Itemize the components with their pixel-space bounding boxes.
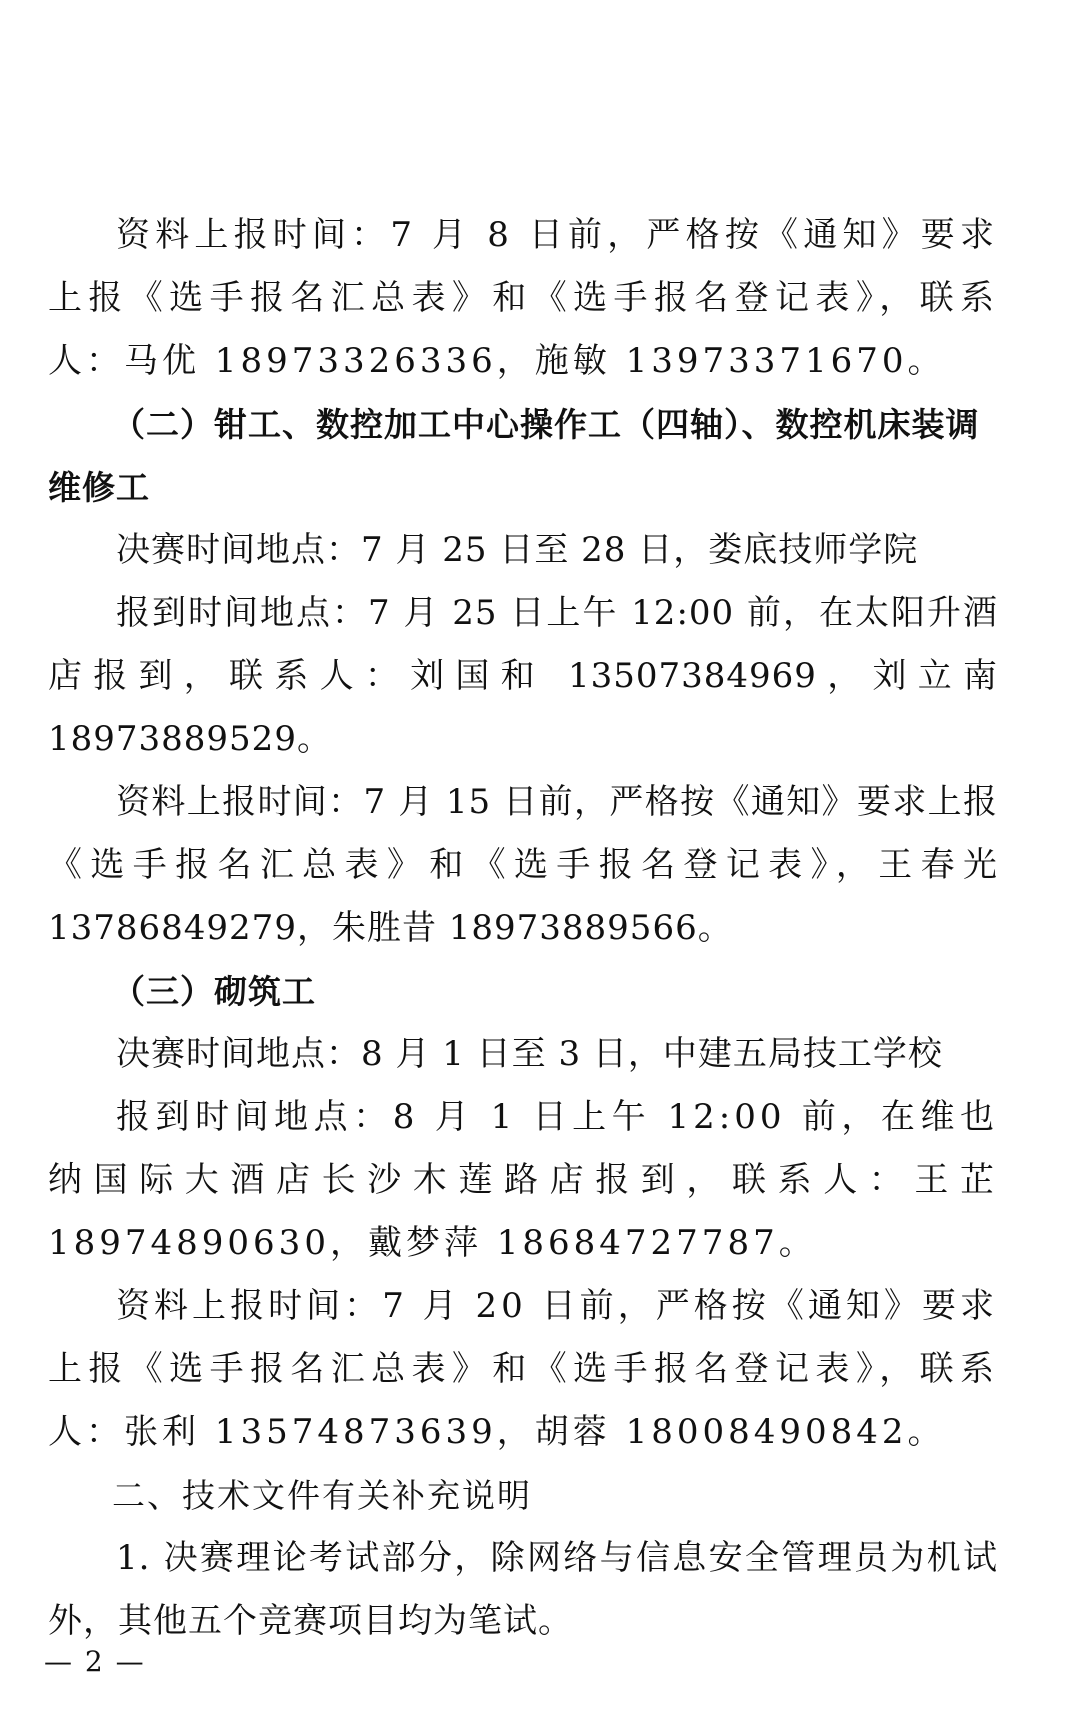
document-body <box>48 204 998 1653</box>
paragraph-data-submission-1: 资料上报时间：7 月 8 日前，严格按《通知》要求上报《选手报名汇总表》和《选手报名登记表》，联系人：马优 18973326336，施敏 13973371670。 <box>48 215 998 381</box>
subsection-heading-3: （三）砌筑工 <box>112 972 316 1011</box>
paragraph-checkin-3: 报到时间地点：8 月 1 日上午 12:00 前，在维也纳国际大酒店长沙木莲路店报到，联系人：王芷 18974890630，戴梦萍 18684727787。 <box>48 1097 998 1263</box>
paragraph-final-time-place-3: 决赛时间地点：8 月 1 日至 3 日，中建五局技工学校 <box>116 1034 943 1074</box>
paragraph-data-submission-2: 资料上报时间：7 月 15 日前，严格按《通知》要求上报《选手报名汇总表》和《选手报名登记表》，王春光 13786849279，朱胜昔 18973889566。 <box>48 782 998 948</box>
section-heading-technical: 二、技术文件有关补充说明 <box>112 1476 532 1515</box>
paragraph-final-time-place-2: 决赛时间地点：7 月 25 日至 28 日，娄底技师学院 <box>116 530 919 570</box>
paragraph-checkin-2: 报到时间地点：7 月 25 日上午 12:00 前，在太阳升酒店报到，联系人：刘国和 13507384969，刘立南 18973889529。 <box>48 593 998 759</box>
subsection-heading-2: （二）钳工、数控加工中心操作工（四轴）、数控机床装调维修工 <box>48 405 980 507</box>
paragraph-data-submission-3: 资料上报时间：7 月 20 日前，严格按《通知》要求上报《选手报名汇总表》和《选手报名登记表》，联系人：张利 13574873639，胡蓉 18008490842。 <box>48 1286 998 1452</box>
page-number: — 2 — <box>44 1645 146 1678</box>
paragraph-theory-exam: 1. 决赛理论考试部分，除网络与信息安全管理员为机试外，其他五个竞赛项目均为笔试。 <box>48 1538 998 1641</box>
